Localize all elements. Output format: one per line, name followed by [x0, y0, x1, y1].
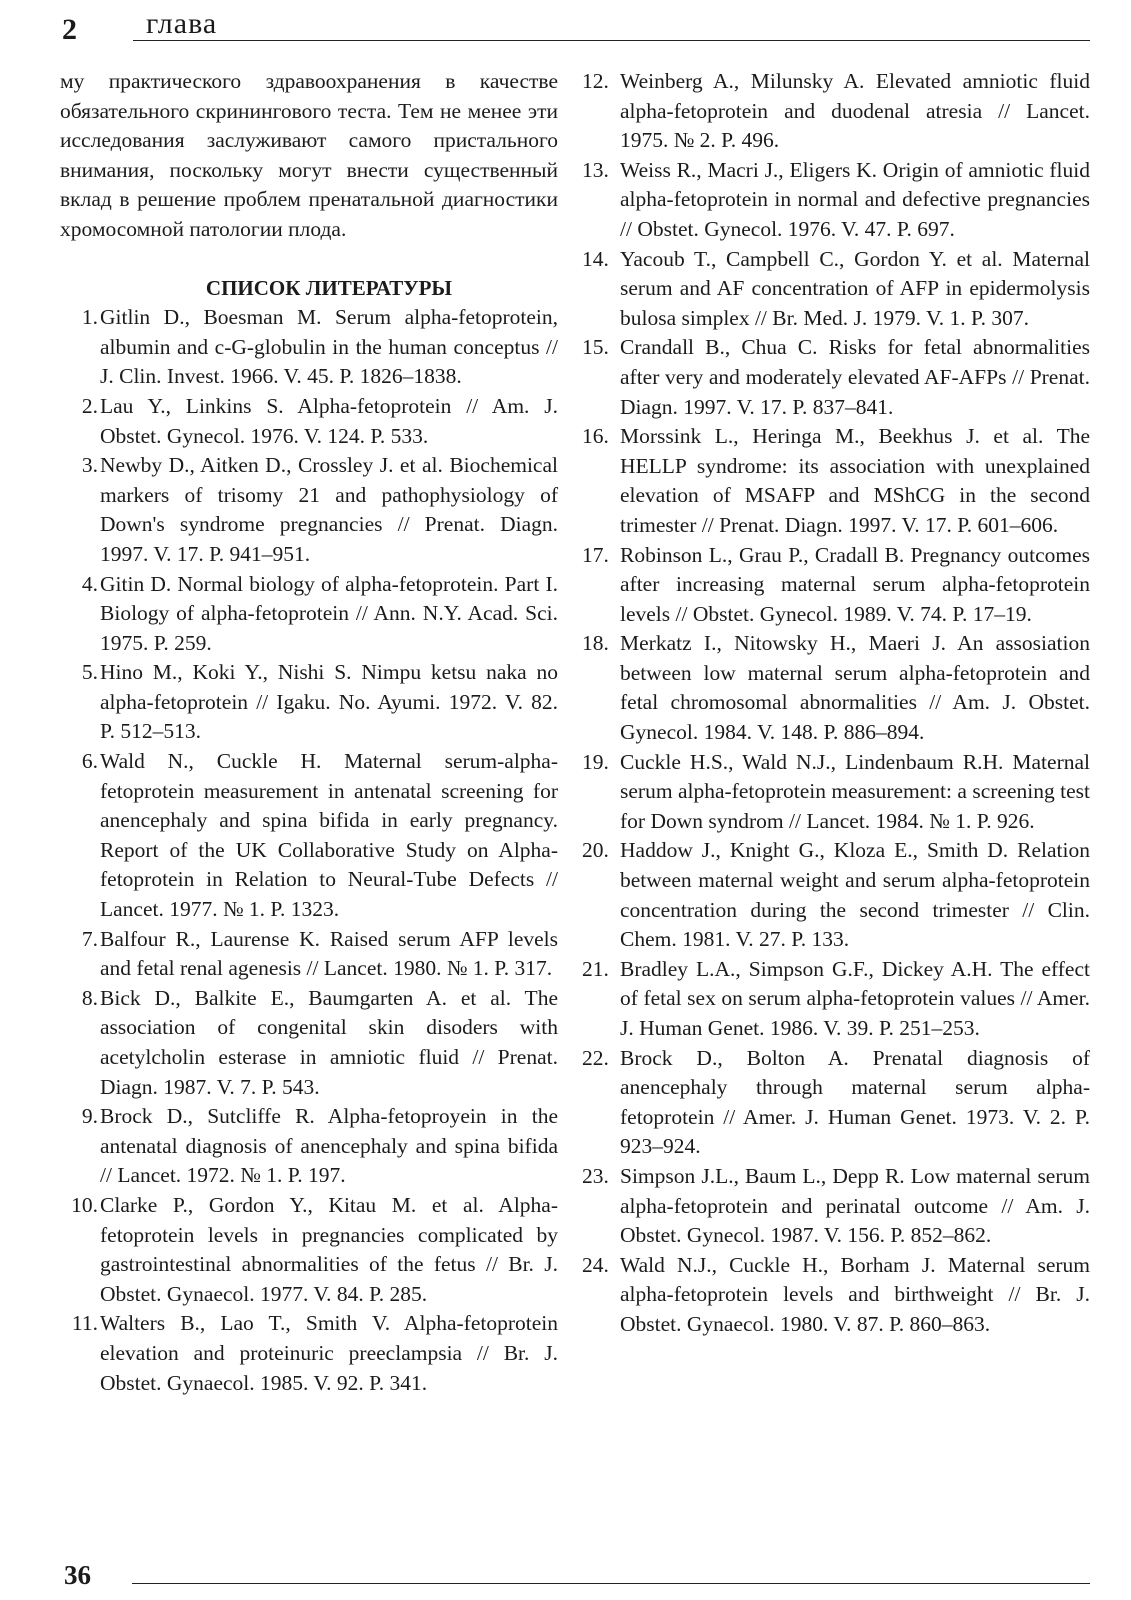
reference-text: Simpson J.L., Baum L., Depp R. Low maternal serum alpha-fetoprotein and perinatal outcome // Am. J. Obstet. Gynecol. 1987. V. 156. P. 852–862. — [620, 1163, 1090, 1248]
reference-item — [582, 67, 1090, 156]
reference-number: 10. — [71, 1192, 98, 1217]
reference-number: 17. — [582, 542, 609, 567]
reference-number: 11. — [71, 1311, 98, 1336]
reference-item — [582, 748, 1090, 837]
reference-item — [60, 925, 558, 984]
reference-item — [582, 836, 1090, 954]
reference-text: Robinson L., Grau P., Cradall B. Pregnancy outcomes after increasing maternal serum alpha-fetoprotein levels // Obstet. Gynecol. 1989. V. 74. P. 17–19. — [620, 542, 1090, 626]
reference-number: 5. — [81, 660, 98, 685]
reference-item — [582, 541, 1090, 630]
reference-item — [582, 955, 1090, 1044]
reference-text: Clarke P., Gordon Y., Kitau M. et al. Alpha-fetoprotein levels in pregnancies complicated by gastrointestinal abnormalities of the fetus // Br. J. Obstet. Gynaecol. 1977. V. 84. P. 285. — [100, 1192, 558, 1306]
reference-number: 9. — [81, 1104, 98, 1129]
reference-number: 2. — [81, 393, 98, 418]
reference-number: 13. — [582, 157, 609, 182]
header-rule — [133, 40, 1090, 41]
reference-item — [582, 1251, 1090, 1340]
reference-item — [60, 392, 558, 451]
references-list-left — [60, 303, 558, 1398]
reference-number: 22. — [582, 1045, 609, 1070]
reference-number: 23. — [582, 1163, 609, 1188]
reference-item — [60, 303, 558, 392]
reference-number: 14. — [582, 246, 609, 271]
reference-item — [60, 451, 558, 569]
reference-item — [582, 422, 1090, 540]
footer-rule — [132, 1583, 1090, 1584]
reference-number: 15. — [582, 335, 609, 360]
reference-item — [582, 1044, 1090, 1162]
reference-number: 20. — [582, 838, 609, 863]
reference-number: 12. — [582, 69, 609, 93]
reference-item — [582, 629, 1090, 747]
chapter-number: 2 — [62, 13, 77, 46]
references-list-right — [582, 67, 1090, 1340]
reference-text: Walters B., Lao T., Smith V. Alpha-fetoprotein elevation and proteinuric preeclampsia // Br. J. Obstet. Gynaecol. 1985. V. 92. P. 341. — [100, 1311, 558, 1395]
reference-text: Lau Y., Linkins S. Alpha-fetoprotein // Am. J. Obstet. Gynecol. 1976. V. 124. P. 533. — [100, 393, 558, 448]
reference-item — [582, 333, 1090, 422]
reference-item — [60, 1102, 558, 1191]
reference-number: 24. — [582, 1252, 609, 1277]
reference-item — [582, 1162, 1090, 1251]
reference-text: Weiss R., Macri J., Eligers K. Origin of amniotic fluid alpha-fetoprotein in normal and defective pregnancies // Obstet. Gynecol. 1976. V. 47. P. 697. — [620, 157, 1090, 241]
reference-text: Gitin D. Normal biology of alpha-fetoprotein. Part I. Biology of alpha-fetoprotein // Ann. N.Y. Acad. Sci. 1975. P. 259. — [100, 571, 558, 655]
reference-number: 19. — [582, 749, 609, 774]
reference-text: Merkatz I., Nitowsky H., Maeri J. An assosiation between low maternal serum alpha-fetoprotein and fetal chromosomal abnormalities // Am. J. Obstet. Gynecol. 1984. V. 148. P. 886–894. — [620, 631, 1090, 745]
reference-number: 16. — [582, 424, 609, 449]
reference-text: Brock D., Bolton A. Prenatal diagnosis of anencephaly through maternal serum alpha-fetoprotein // Amer. J. Human Genet. 1973. V. 2. P. 923–924. — [620, 1045, 1090, 1159]
reference-text: Brock D., Sutcliffe R. Alpha-fetoproyein in the antenatal diagnosis of anencephaly and spina bifida // Lancet. 1972. № 1. P. 197. — [100, 1104, 558, 1188]
reference-text: Bradley L.A., Simpson G.F., Dickey A.H. The effect of fetal sex on serum alpha-fetoprotein values // Amer. J. Human Genet. 1986. V. 39. P. 251–253. — [620, 956, 1090, 1040]
reference-number: 3. — [81, 453, 98, 478]
page-footer — [60, 1560, 1090, 1598]
intro-paragraph: му практического здравоохранения в качестве обязательного скринингового теста. Тем не менее эти исследования заслуживают самого пристального внимания, поскольку могут внести существенный вклад в решение проблем пренатальной диагностики хромосомной патологии плода. — [60, 69, 558, 241]
references-heading: СПИСОК ЛИТЕРАТУРЫ — [205, 275, 453, 300]
reference-item — [60, 984, 558, 1102]
reference-item — [60, 1191, 558, 1309]
reference-text: Haddow J., Knight G., Kloza E., Smith D. Relation between maternal weight and serum alpha-fetoprotein concentration during the second trimester // Clin. Chem. 1981. V. 27. P. 133. — [620, 838, 1090, 952]
reference-text: Hino M., Koki Y., Nishi S. Nimpu ketsu naka no alpha-fetoprotein // Igaku. No. Ayumi. 1972. V. 82. P. 512–513. — [100, 660, 558, 744]
page-number: 36 — [64, 1560, 91, 1590]
reference-text: Bick D., Balkite E., Baumgarten A. et al. The association of congenital skin disoders with acetylcholin esterase in amniotic fluid // Prenat. Diagn. 1987. V. 7. P. 543. — [100, 985, 558, 1099]
reference-item — [60, 570, 558, 659]
reference-number: 6. — [81, 749, 98, 774]
reference-number: 4. — [81, 571, 98, 596]
reference-text: Wald N.J., Cuckle H., Borham J. Maternal serum alpha-fetoprotein levels and birthweight // Br. J. Obstet. Gynaecol. 1980. V. 87. P. 860–863. — [620, 1252, 1090, 1336]
reference-text: Wald N., Cuckle H. Maternal serum-alpha-fetoprotein measurement in antenatal screening for anencephaly and spina bifida in early pregnancy. Report of the UK Collaborative Study on Alpha-fetoprotein in Relation to Neural-Tube Defects // Lancet. 1977. № 1. P. 1323. — [100, 749, 558, 922]
reference-text: Yacoub T., Campbell C., Gordon Y. et al. Maternal serum and AF concentration of AFP in epidermolysis bulosa simplex // Br. Med. J. 1979. V. 1. P. 307. — [620, 246, 1090, 330]
reference-text: Newby D., Aitken D., Crossley J. et al. Biochemical markers of trisomy 21 and pathophysiology of Down's syndrome pregnancies // Prenat. Diagn. 1997. V. 17. P. 941–951. — [100, 453, 558, 566]
reference-item — [60, 747, 558, 925]
reference-text: Crandall B., Chua C. Risks for fetal abnormalities after very and moderately elevated AF-AFPs // Prenat. Diagn. 1997. V. 17. P. 837–841. — [620, 335, 1090, 419]
reference-number: 7. — [81, 926, 98, 951]
reference-text: Balfour R., Laurense K. Raised serum AFP levels and fetal renal agenesis // Lancet. 1980. № 1. P. 317. — [100, 926, 558, 981]
reference-number: 1. — [81, 305, 98, 330]
reference-text: Cuckle H.S., Wald N.J., Lindenbaum R.H. Maternal serum alpha-fetoprotein measurement: a screening test for Down syndrom // Lancet. 1984. № 1. P. 926. — [620, 749, 1090, 833]
reference-text: Weinberg A., Milunsky A. Elevated amniotic fluid alpha-fetoprotein and duodenal atresia // Lancet. 1975. № 2. P. 496. — [620, 69, 1090, 153]
reference-item — [582, 245, 1090, 334]
reference-item — [60, 1309, 558, 1398]
left-column — [60, 67, 558, 1398]
reference-number: 21. — [582, 956, 609, 981]
reference-item — [60, 658, 558, 747]
reference-number: 8. — [81, 985, 98, 1010]
reference-item — [582, 156, 1090, 245]
right-column — [582, 67, 1090, 1340]
chapter-word: глава — [146, 7, 218, 40]
reference-text: Gitlin D., Boesman M. Serum alpha-fetoprotein, albumin and c-G-globulin in the human conceptus // J. Clin. Invest. 1966. V. 45. P. 1826–1838. — [100, 305, 558, 389]
reference-number: 18. — [582, 631, 609, 656]
running-header — [60, 8, 1090, 44]
reference-text: Morssink L., Heringa M., Beekhus J. et al. The HELLP syndrome: its association with unexplained elevation of MSAFP and MShCG in the second trimester // Prenat. Diagn. 1997. V. 17. P. 601–606. — [620, 424, 1090, 537]
